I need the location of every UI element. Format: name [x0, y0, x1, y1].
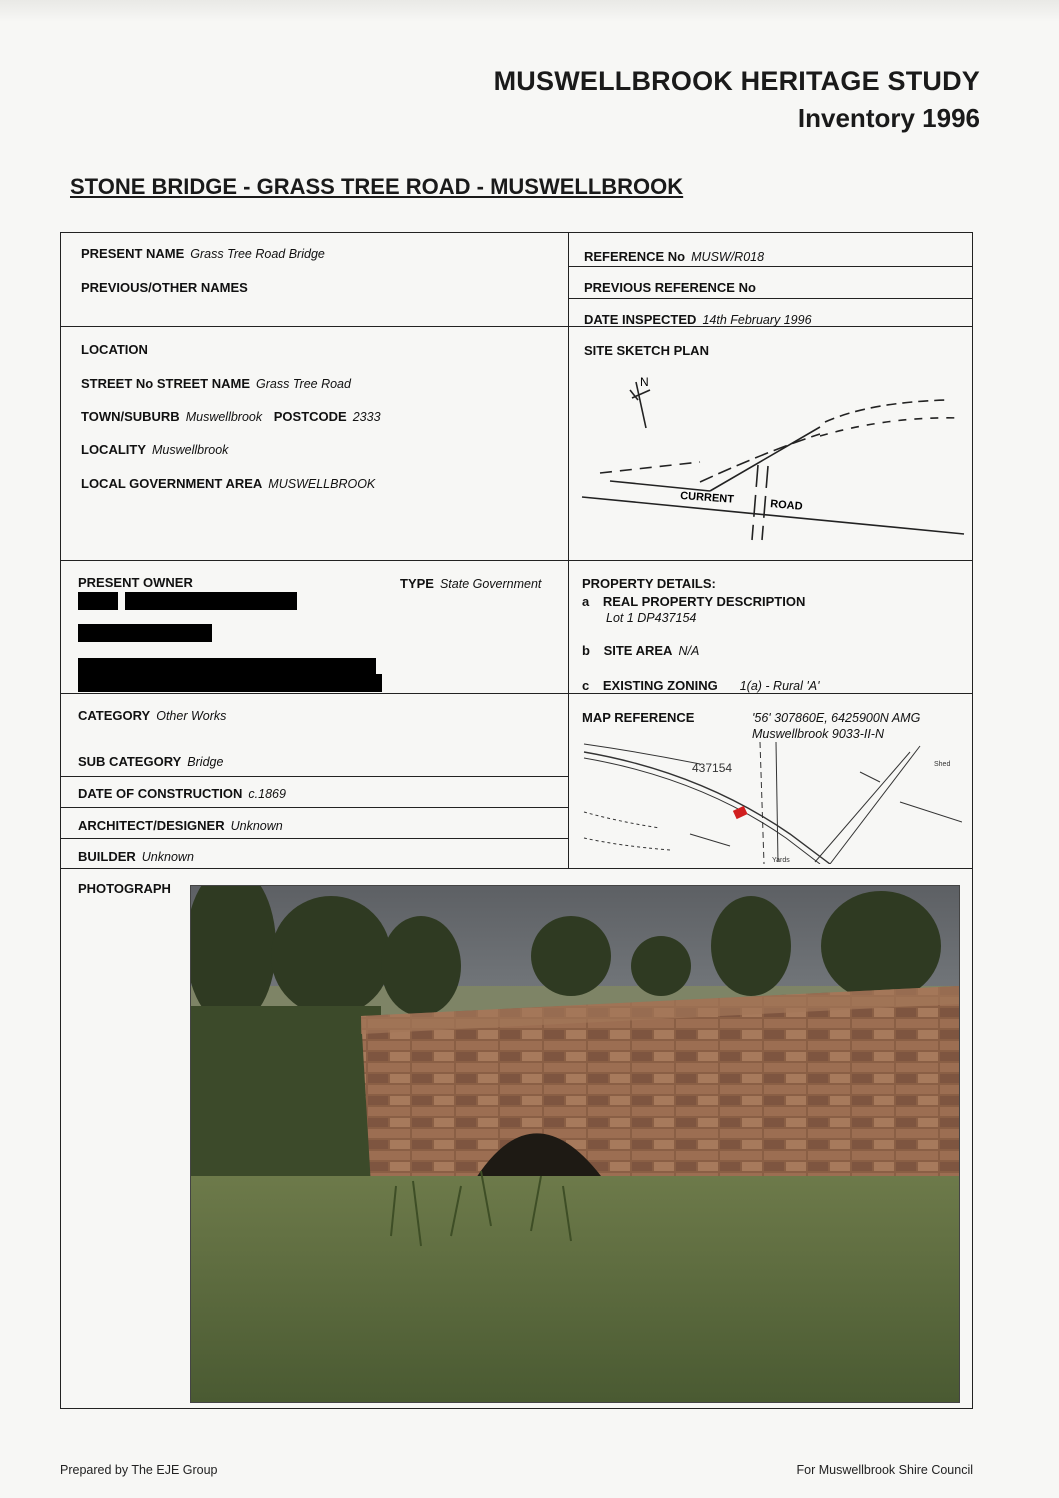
- column-divider: [568, 232, 569, 868]
- row-divider: [60, 326, 973, 327]
- reference-no-value: MUSW/R018: [691, 250, 765, 264]
- reference-no-field: [584, 249, 764, 264]
- date-construction-value: c.1869: [248, 787, 286, 801]
- owner-type-field: [400, 576, 541, 591]
- lga-label: LOCAL GOVERNMENT AREA: [81, 476, 263, 491]
- owner-type-label: TYPE: [400, 576, 434, 591]
- stone-bridge-image: [191, 886, 959, 1402]
- map-reference-heading: MAP REFERENCE: [582, 710, 695, 725]
- locality-value: Muswellbrook: [152, 443, 229, 457]
- present-name-field: [81, 246, 325, 261]
- bridge-photograph: [190, 885, 960, 1403]
- photograph-label: PHOTOGRAPH: [78, 881, 171, 896]
- category-value: Other Works: [156, 709, 227, 723]
- locality-label: LOCALITY: [81, 442, 146, 457]
- previous-reference-label: PREVIOUS REFERENCE No: [584, 280, 756, 295]
- row-divider: [60, 776, 568, 777]
- site-area-label: SITE AREA: [603, 643, 673, 658]
- row-divider: [60, 868, 973, 869]
- redaction-bar: [78, 592, 118, 610]
- category-label: CATEGORY: [78, 708, 151, 723]
- owner-type-value: State Government: [439, 577, 542, 591]
- footer-prepared-by: Prepared by The EJE Group: [60, 1463, 218, 1477]
- map-extract: [580, 742, 962, 864]
- sketch-road-label: ROAD: [769, 498, 804, 513]
- page-title: STONE BRIDGE - GRASS TREE ROAD - MUSWELLBROOK: [70, 174, 684, 199]
- street-label: STREET No STREET NAME: [81, 376, 251, 391]
- present-name-label: PRESENT NAME: [81, 246, 185, 261]
- location-heading: LOCATION: [81, 342, 148, 357]
- date-construction-field: [78, 786, 286, 801]
- row-divider: [60, 838, 568, 839]
- postcode-label: POSTCODE: [273, 409, 347, 424]
- locality-field: [81, 442, 228, 457]
- site-sketch-plan: [570, 370, 970, 558]
- present-owner-label: PRESENT OWNER: [78, 575, 193, 590]
- map-reference-line1: '56' 307860E, 6425900N AMG: [752, 711, 921, 725]
- sub-category-label: SUB CATEGORY: [78, 754, 182, 769]
- date-inspected-value: 14th February 1996: [702, 313, 812, 327]
- map-yards-label: Yards: [772, 857, 790, 864]
- real-property-label: REAL PROPERTY DESCRIPTION: [602, 594, 806, 609]
- reference-no-label: REFERENCE No: [584, 249, 686, 264]
- zoning-label: EXISTING ZONING: [602, 678, 718, 693]
- category-field: [78, 708, 226, 723]
- map-lot-number: 437154: [692, 761, 733, 775]
- builder-label: BUILDER: [78, 849, 136, 864]
- town-label: TOWN/SUBURB: [81, 409, 180, 424]
- date-construction-label: DATE OF CONSTRUCTION: [78, 786, 243, 801]
- architect-field: [78, 818, 283, 833]
- previous-names-label: PREVIOUS/OTHER NAMES: [81, 280, 248, 295]
- property-b-letter: b: [582, 643, 590, 658]
- architect-label: ARCHITECT/DESIGNER: [78, 818, 225, 833]
- footer-council: For Muswellbrook Shire Council: [796, 1463, 973, 1477]
- property-c-letter: c: [582, 678, 590, 693]
- date-inspected-label: DATE INSPECTED: [584, 312, 697, 327]
- street-value: Grass Tree Road: [256, 377, 351, 391]
- postcode-value: 2333: [352, 410, 381, 424]
- redaction-bar: [78, 674, 382, 692]
- sketch-heading: SITE SKETCH PLAN: [584, 343, 709, 358]
- town-field: [81, 409, 381, 424]
- site-area-field: [582, 643, 699, 658]
- map-reference-line2: Muswellbrook 9033-II-N: [752, 727, 884, 741]
- row-divider: [568, 298, 973, 299]
- zoning-value: 1(a) - Rural 'A': [739, 679, 820, 693]
- sub-category-field: [78, 754, 223, 769]
- town-value: Muswellbrook: [185, 410, 263, 424]
- lga-field: [81, 476, 375, 491]
- date-inspected-field: [584, 312, 812, 327]
- property-heading: PROPERTY DETAILS:: [582, 576, 716, 591]
- study-title: MUSWELLBROOK HERITAGE STUDY: [493, 66, 980, 96]
- map-shed-label: Shed: [934, 761, 951, 768]
- site-area-value: N/A: [678, 644, 700, 658]
- property-a-letter: a: [582, 594, 590, 609]
- redaction-bar: [78, 624, 212, 642]
- sketch-current-label: CURRENT: [679, 490, 735, 506]
- lga-value: MUSWELLBROOK: [268, 477, 376, 491]
- scan-edge: [0, 0, 1059, 22]
- row-divider: [60, 560, 973, 561]
- builder-field: [78, 849, 194, 864]
- row-divider: [568, 266, 973, 267]
- row-divider: [60, 693, 973, 694]
- north-label: N: [640, 375, 649, 389]
- study-subtitle: Inventory 1996: [797, 103, 980, 133]
- architect-value: Unknown: [230, 819, 283, 833]
- row-divider: [60, 807, 568, 808]
- property-a-label: [582, 594, 805, 609]
- redaction-bar: [125, 592, 297, 610]
- real-property-value: Lot 1 DP437154: [606, 611, 697, 625]
- builder-value: Unknown: [141, 850, 194, 864]
- street-field: [81, 376, 351, 391]
- zoning-field: [582, 678, 820, 693]
- sub-category-value: Bridge: [187, 755, 224, 769]
- present-name-value: Grass Tree Road Bridge: [190, 247, 325, 261]
